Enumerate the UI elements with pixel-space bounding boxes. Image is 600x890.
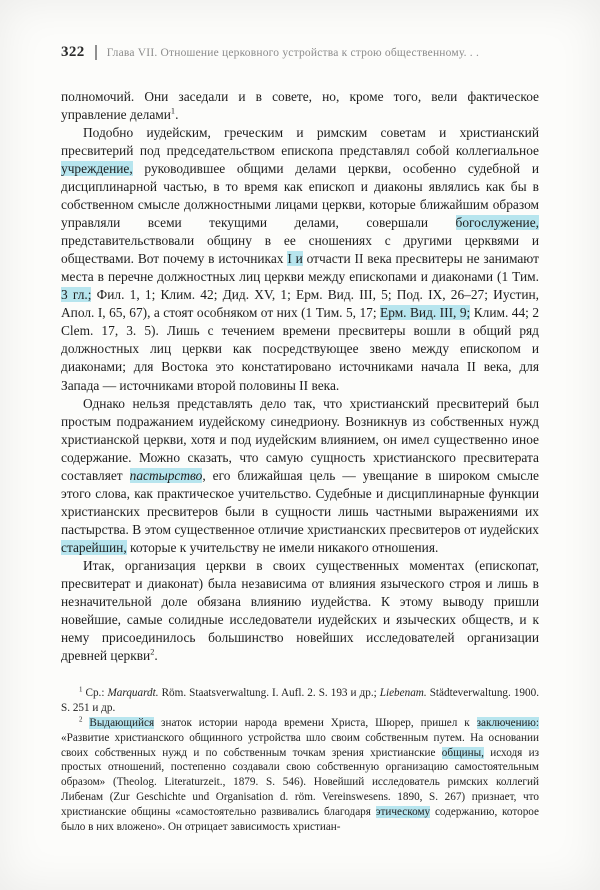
text-run: Фил. 1, 1; Клим. 42; Дид. XV, 1; Ерм. Вид. III, 5; Под. IX, 26–27; Иустин, Апол. I, 65, 67), а стоят особняком от них (1 Тим. 5, 17; — [61, 287, 539, 321]
text-run: Liebenam. — [379, 687, 427, 699]
highlighted-text: заключению: — [476, 716, 540, 729]
text-run: 1 — [79, 685, 83, 694]
paragraph — [61, 124, 539, 394]
text-run: Städteverwaltung. 1900. S. 251 и др. — [61, 687, 539, 714]
highlighted-text: Выдающийся — [89, 716, 155, 729]
highlighted-text: Ерм. Вид. III, 9; — [380, 305, 471, 321]
highlighted-text: пастырство — [129, 467, 203, 483]
text-run: Итак, организация церкви в своих существенных моментах (епископат, пресвитерат и диаконат) была независима от влияния языческого строя и лишь в незначительной доле обязана влиянию иудейства. К этому выводу пришли новейшие, самые солидные исследователи иудейских и языческих обществ, и к нему присоединилось большинство новейших исследователей организации древней церкви — [61, 557, 539, 663]
text-run: отчасти II века пресвитеры не занимают места в перечне должностных лиц церкви между епископами и диаконами (1 Тим. — [61, 251, 539, 285]
text-run: . — [175, 107, 179, 123]
body-text — [61, 88, 539, 665]
text-run: содержанию, которое было в них вложено». Он отрицает зависимость христиан- — [61, 806, 539, 834]
paragraph — [61, 88, 539, 124]
paragraph — [61, 557, 539, 665]
highlighted-text: 3 гл.; — [61, 287, 92, 303]
footnotes-block — [61, 686, 539, 835]
highlighted-text: учреждение, — [61, 161, 133, 177]
highlighted-text: I и — [287, 251, 303, 267]
highlighted-text: общины, — [441, 746, 484, 759]
running-title: Глава VII. Отношение церковного устройства к строю общественному. . . — [106, 46, 480, 59]
text-run: Однако нельзя представлять дело так, что христианский пресвитерий был простым подражанием иудейскому синедриону. Возникнув из собственных нужд христианской церкви, хотя и под иудейским влиянием, он имел существенно иное содержание. Можно сказать, что самую сущность христианского пресвитерата составляет — [61, 395, 539, 483]
text-run: Ср.: — [82, 687, 108, 699]
text-run: . — [154, 647, 158, 663]
text-run: 1 — [170, 106, 176, 116]
text-run: , его ближайшая цель — увещание в широком смысле этого слова, как практическое учительство. Судебные и дисциплинарные функции христианских пресвитеров были в сущности лишь частными выражениями их пастырства. В этом существенное отличие христианских пресвитеров от иудейских — [61, 467, 539, 537]
page-number: 322 — [61, 44, 85, 60]
footnote-2 — [61, 716, 539, 835]
text-run: исходя из простых отношений, постепенно создавали свою собственную организацию самостоятельным образом» (Theolog. Literaturzeit., 1879. S. 546). Новейший исследователь римских коллегий Либенам (Zur Geschichte und Organisation d. röm. Vereinswesens. 1890, S. 267) признает, что христианские общины «самостоятельно развивались благодаря — [61, 746, 539, 819]
highlighted-text: этическому — [375, 806, 431, 819]
text-run: 2 — [79, 715, 83, 724]
text-run: которые к учительству не имели никакого отношения. — [126, 539, 439, 555]
text-run: представительствовали общину в ее сношениях с другими церквями и обществами. Вот почему в источниках — [61, 233, 539, 267]
page-header — [61, 44, 539, 61]
highlighted-text: старейшин, — [61, 539, 127, 555]
text-run: Клим. 44; 2 Clem. 17, 3. 5). Лишь с течением времени пресвитеры вошли в общий ряд должностных лиц церкви как посредствующее звено между епископом и диаконами; для Востока это констатировано источниками начала II века, для Запада — источниками второй половины II века. — [61, 305, 540, 393]
text-run: полномочий. Они заседали и в совете, но, кроме того, вели фактическое управление делами — [61, 89, 539, 123]
footnote-1 — [61, 686, 539, 716]
text-run: руководившее общими делами церкви, особенно судебной и дисциплинарной частью, в то время как епископ и диаконы являлись как бы в собственном смысле должностными лицами церкви, которые ближайшим образом управляли всеми текущими делами, совершали — [61, 161, 539, 231]
text-run: Röm. Staatsverwaltung. I. Aufl. 2. S. 193 и др.; — [158, 687, 380, 699]
text-run: 2 — [150, 647, 155, 657]
header-divider — [95, 45, 97, 60]
highlighted-text: богослужение, — [455, 215, 539, 231]
text-run: Подобно иудейским, греческим и римским советам и христианский пресвитерий под председательством епископа представлял собой коллегиальное — [61, 125, 539, 159]
text-run: Marquardt. — [107, 687, 159, 699]
text-run: знаток истории народа времени Христа, Шюрер, пришел к — [154, 716, 477, 729]
text-run: «Развитие христианского общинного устройства шло своим собственным путем. На основании своих собственных нужд и по собственным точкам зрения христианские — [61, 731, 539, 759]
paragraph — [61, 395, 539, 557]
